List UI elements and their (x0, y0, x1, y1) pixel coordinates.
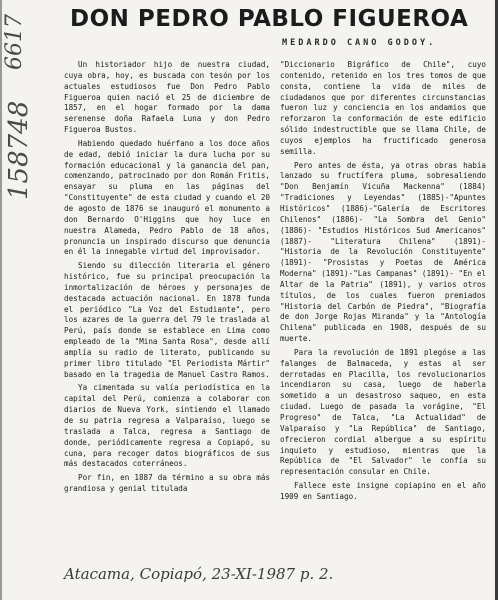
paragraph: Por fin, en 1887 da término a su obra más grandiosa y genial titulada (64, 473, 270, 494)
handwritten-source-note: Atacama, Copiapó, 23-XI-1987 p. 2. (64, 565, 334, 583)
paragraph: Habiendo quedado huérfano a los doce años de edad, debió iniciar la dura lucha por su formación educacional y la ganancia del pan, comenzando, patrocinado por don Román Fritis, ensayar su pluma en las páginas del "Constituyente" de esta ciudad y cuando el 20 de agosto de 1876 se inauguró el monumento a don Bernardo O'Higgins que hoy luce en nuestra Alameda, Pedro Pablo de 18 años, pronuncia un inspirado discurso que denuncia en él la innegable virtud del improvisador. (64, 138, 270, 257)
paragraph: Un historiador hijo de nuestra ciudad, cuya obra, hoy, es buscada con tesón por los actuales estudiosos fue Don Pedro Pablo Figueroa quien nació el 25 de diciembre de 1857, en el hogar formado por la dama serenense doña Rafaela Luna y don Pedro Figueroa Bustos. (64, 60, 270, 135)
paragraph: Fallece este insigne copiapino en el año 1909 en Santiago. (280, 481, 486, 501)
left-column (64, 60, 270, 498)
handwritten-catalog-number: 158748 (4, 100, 34, 200)
paragraph: Ya cimentada su valía periodística en la capital del Perú, comienza a colaborar con diarios de Nueva York, sintiendo el llamado de su patria regresa a Valparaíso, luego se traslada a Talca, regresa a Santiago de donde, periódicamente regresa a Copiapó, su cuna, para recoger datos biográficos de sus más destacados coterráneos. (64, 383, 270, 469)
article-byline: MEDARDO CANO GODOY. (282, 38, 437, 48)
paragraph: Siendo su dilección literaria el género histórico, fue su principal preocupación la inmortalización de héroes y personajes de destacada actuación nacional. En 1878 funda el periódico "La Voz del Estudiante", pero los azares de la guerra del 79 le traslada al Perú, país donde se establece en Lima como empleado de la "Mina Santa Rosa", desde allí amplía su radio de literato, publicando su primer libro titulado "El Periodista Mártir" basado en la tragedia de Manuel Castro Ramos. (64, 261, 270, 379)
paragraph: Pero antes de ésta, ya otras obras había lanzado su fructífera pluma, sobresaliendo "Don Benjamín Vicuña Mackenna" (1884) "Tradiciones y Leyendas" (1885)-"Apuntes Históricos" (1886)-"Galería de Escritores Chilenos" (1886)- "La Sombra del Genio" (1886)- "Estudios Históricos Sud Americanos" (1887)- "Literatura Chilena" (1891)- "Historia de la Revolución Constituyente" (1891)- "Prosistas y Poetas de América Moderna" (1891)-"Las Campanas" (1891)- "En el Altar de la Patria" (1891), y varios otros títulos, de los cuales fueron premiados "Historia del Carbón de Piedra", "Biografía de don Jorge Rojas Miranda" y la "Antología Chilena" publicada en 1908, después de su muerte. (280, 160, 486, 344)
right-column (280, 60, 486, 506)
handwritten-side-note: 6617 (2, 14, 27, 70)
left-edge-shadow (0, 0, 2, 600)
paragraph: Para la revolución de 1891 plegóse a las falanges de Balmaceda, y estas al ser derrotadas en Placilla, los revolucionarios incendiaron su casa, luego de haberla sometido a un desastroso saqueo, en esta ciudad. Luego de pasada la vorágine, "El Progreso" de Talca, "La Actualidad" de Valparaíso y "La República" de Santiago, ofrecieron cordial albergue a su espíritu inquieto y estudioso, mientras que la República de "El Salvador" le confía su representación consular en Chile. (280, 347, 486, 477)
paragraph: "Diccionario Bigráfico de Chile", cuyo contenido, retenido en los tres tomos de que consta, contiene la vida de miles de ciudadanos que por diferentes circunstancias fueron luz y conciencia en los andamios que reforzaron la conformación de este edificio sólido indestructible que se llama Chile, de cuyos ejemplos ha fructificado generosa semilla. (280, 60, 486, 156)
article-title: DON PEDRO PABLO FIGUEROA (70, 6, 469, 32)
